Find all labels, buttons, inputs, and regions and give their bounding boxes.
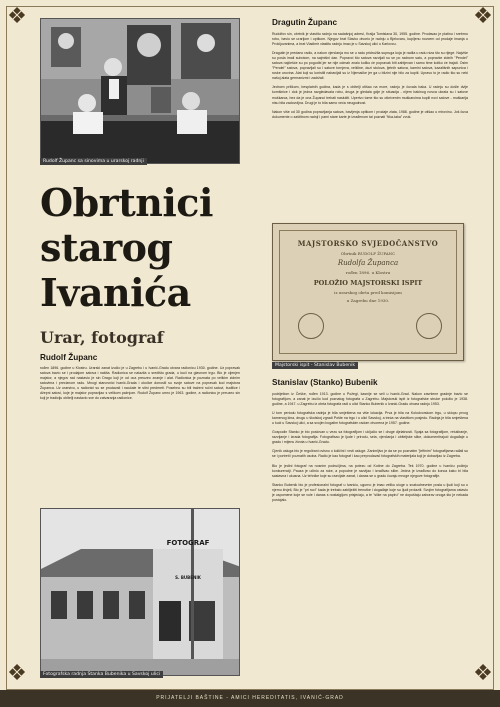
paragraph: rođen 1896. godine u Klostru. Urarski zanat izučio je u Zagrebu i u Ivanić-Gradu otvara radionicu 1930. godine. Uz popravak satova bavio se i prodajom satova i nakita. Radionica se nalazila u središtu grada, u kući na glavnom trgu. Bio je cijenjen majstor, a njegov rad nastavio je sin Drago koji je od oca preuzeo znanje i alat. Radionica je poznata po velikim zidnim satovima i preciznom radu. Mnogi stanovnici Ivanić-Grada i okolice donosili su svoje satove na popravak kod majstora Županca. Uz urarstvo, u radionici su se prodavali i naočale te sitni predmeti. Posebno su bili traženi ručni satovi, budilice i džepni satovi, koje je majstor popravljao s velikom pažnjom. Rudolf Županc umro je 1963. godine, a radionicu je preuzeo sin koji je tradiciju obitelji nastavio sve do zatvaranja radionice. [40, 366, 240, 401]
certificate-line: u Zagrebu dne 1930. [346, 298, 390, 303]
seal-icon [298, 313, 324, 339]
corner-ornament-icon: ❖ [473, 661, 493, 686]
photo-photographer-shop [40, 508, 240, 676]
corner-ornament-icon: ❖ [7, 661, 27, 686]
certificate-name: Rudolfa Županca [337, 259, 399, 267]
paragraph: Bio je jedini fotograf na nosnim područjima, na potezu od Kutine do Zagreba. Tek 1970. godine u Ivaniću počinju konkurenciji. Pauza je učinio za ruke, a popodne je razvijao i izrađivao slike. Jedna je izrađivao do konca kako bi bila sastavna i ukusna. Uz tehnike koje su razvijale zanat, i danas se u gradu čuvaju mnoge njegove fotografije. [272, 463, 468, 478]
caption-photo1: Rudolf Županc sa sinovima u urarskoj radnji [40, 158, 147, 165]
paragraph: Jednom prilikom, besplatnih godina, kada je s obitelji otišao na more, radnju je čuvala baka. U radnju su došle dvije komšinice i dok je jedna razgledavala robu, druga je gledala gdje je situacija - nijem bakinog novca ukrala su i satove muškarca, bez da je ona Županci trebali naslutiti. Uperivo tome što su otkrivenim muškarcima kupili novi satove - muškarija nisu bila zadovoljna. Drugi je to bila samo veća neugodnost. [272, 85, 468, 105]
title-line1: Obrtnici [40, 180, 213, 225]
paragraph: Stanko Bubenik bio je profesionalni fotograf u Ivaniću, ugurno je imao veliku uloge u svakodnevnim posla u ljudi koji su u njemu živjeli, Bio je "pri ruci" kada je trebalo zabilježiti trenutke i događaje koje su ljudi prolazili. Svojim fotografijama ostavio je uspomene koje se vole i danas s nostalgijom prisjećaju, a te "slike na papiru" ne dopuštaju zaborav onoga što je nekada postojalo. [272, 482, 468, 502]
paragraph: U tom periodu fotografska radnja je bila smještena na više lokacija. Prva je bila na Kolodvorskom trgu, u sklopu prvog kamenog kina, drugu u školskoj zgradi Pošte na trgu i u ulici Savskoj, a treća na vlastitom posjedu. Radnja je bila smještena u kući u Savskoj ulici, a sa svojim bogatim fotografskim radom otvorena je 1957. godine. [272, 411, 468, 426]
shop-sign-main: FOTOGRAF [166, 539, 210, 547]
photo-shop-illustration [41, 509, 240, 676]
master-certificate [272, 223, 464, 361]
certificate-passed: POLOŽIO MAJSTORSKI ISPIT [313, 279, 423, 287]
photo-watch-shop [40, 18, 240, 164]
section-author-dragutin: Dragutin Županc [272, 18, 338, 27]
corner-ornament-icon: ❖ [7, 4, 27, 29]
section-author-stanislav: Stanislav (Stanko) Bubenik [272, 378, 378, 387]
certificate-line: rođen 1896. u Klostru [345, 270, 391, 275]
section-text-rudolf [40, 366, 240, 506]
watch-shop-illustration [41, 19, 240, 164]
paragraph: podrijetlom iz Češke, rođen 1913. godine u Požegi, kasnije se seli u Ivanić-Grad. Nakon završene gradnje bavio se fotografijom, a zanat je izučio kod poznatog fotografa u Zagrebu. Majstorski ispit iz fotografske struke položio je 1938. godine, a 1947. u Zagrebu iz obrta fotografa radi u ulici Stanko Bubenik u Ivanić-Gradu otvara radnju 1953. [272, 392, 468, 407]
title-line2: starog [40, 225, 173, 270]
subtitle: Urar, fotograf [40, 328, 164, 347]
certificate-line: Obrtnik RUDOLF ŽUPANC [340, 251, 396, 256]
caption-photo2: Fotografska radnja Stanka Bubenika u Savskoj ulici [40, 671, 163, 678]
section-text-stanislav [272, 392, 468, 682]
paragraph: Cjenik usluga bio je regulirani ovisno o količini i vrsti usluge. Zanimljivo je da se po poznatim "jeftinim" fotografijama rađali su se i portreti i poznatih osoba. Radio je kao fotograf i kao preprodavač fotografskih materijala koji je dobavljao iz Zagreba. [272, 449, 468, 459]
seal-icon [416, 313, 442, 339]
section-text-dragutin [272, 32, 468, 218]
certificate-title: MAJSTORSKO SVJEDOČANSTVO [297, 239, 439, 248]
title-line3: Ivanića [40, 270, 191, 315]
shop-sign-name: S. BUBENIK [175, 575, 201, 580]
paragraph: Gospodin Stanko je bio poslovan u vezu sa fotografijom i uključio se i druge djelatnosti. Spaja sa fotografijom, retuširanje, razvijanje i izrada fotografija. Fotografisao je ljude i prirodu, sela, vjenčanja i obiteljske slike, dokumentirajući događaje u gradu i mijenu života u Ivanić-Gradu. [272, 430, 468, 445]
certificate-border [279, 230, 457, 354]
footer: PRIJATELJI BAŠTINE - AMICI HEREDITATIS, IVANIĆ-GRAD [0, 690, 500, 707]
paragraph: Rudolfov sin, obrtnik je vlastitu radnju na sadašnjoj adresi, Kralja Tomislava 30, 1955. godine. Prodavao je platinu i srebrnu robu, bavio se urarijom i optikom. Njegov brat Slavko otvorio je radnju u Bjelovaru, kupljenu novcem od prodaje imanja u Prokljuvanima, a brat Vladimir vlastitu radnju imao je u Savskoj ulici u Karlovcu. [272, 32, 468, 47]
corner-ornament-icon: ❖ [473, 4, 493, 29]
paragraph: Dragutin je predano radio, a nakon vjenčanja mu se u radu pridružila supruga koja je radila u radu niza što su rijege. Najviše su posla imali subotom, na sajmišni dan. Popravci što satova razvijali su se po radnom satu, a popravke zidnih "Pendel" satova najčešće su po pogodbi jer se nije odmah znalo koliko će popravak biti zahtjevan i samo time koliko će trajati. Osim "Pendel" satova, popravljali su i satove tornjeva, veličine, duzi stolova, ljetnih satova, kamini satova, kazališnih sapunica i ruske urovina. Alat koji su koristili nabavljali su iz Njemačke jer ga u blizini nije bilo za kupiti. Upravo to je radio što su neki našoj alata germanizmi i zadržali. [272, 51, 468, 81]
section-author-rudolf: Rudolf Županc [40, 353, 98, 362]
certificate-line: iz urarskog obrta pred komisijom [334, 290, 402, 295]
paragraph: Nakon više od 30 godina popravljanja satova, bavljenja optikom i prodaje zlata, 1988. godine je otišao u mirovinu. Još čuva dokumente o zaštitnom radnji i parni stare karte je izrađenom tai poznati "tika-taka" zvuk. [272, 109, 468, 119]
caption-certificate: Majstorski ispit - Stanislav Bubenik [272, 362, 358, 369]
